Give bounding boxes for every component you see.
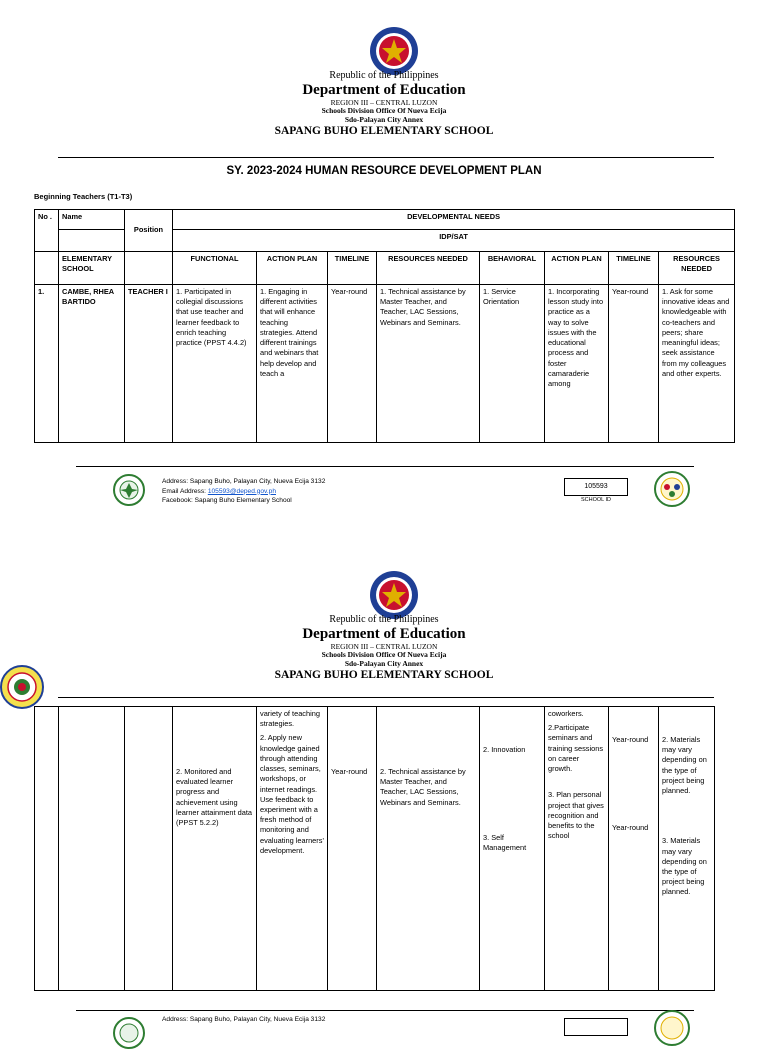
row-resources: 1. Technical assistance by Master Teacher, and Teacher, LAC Sessions, Webinars and Seminars.	[377, 285, 480, 443]
row-no-empty	[35, 707, 59, 991]
header-school: ELEMENTARY SCHOOL	[59, 252, 125, 285]
division-text: Schools Division Office Of Nueva Ecija	[321, 650, 447, 660]
division-text: Schools Division Office Of Nueva Ecija	[321, 106, 447, 116]
row-name: CAMBE, RHEA BARTIDO	[59, 285, 125, 443]
hrdp-table	[34, 209, 735, 443]
header-name: Name	[59, 210, 125, 230]
row-timeline: Year-round	[328, 285, 377, 443]
row-behavioral	[480, 707, 545, 991]
row-resources	[377, 707, 480, 991]
action-plan-item: 2. Apply new knowledge gained through attending classes, seminars, workshops, or internet readings. Use feedback to experiment with a fresh method of monitoring and evaluating learners' development.	[260, 733, 324, 855]
header-resources-1: RESOURCES NEEDED	[377, 252, 480, 285]
annex-text: Sdo-Palayan City Annex	[344, 115, 424, 124]
header-resources-2: RESOURCES NEEDED	[659, 252, 735, 285]
timeline-2-item: Year-round	[612, 823, 649, 833]
school-stamp-icon	[0, 665, 44, 709]
header-action-plan-1: ACTION PLAN	[257, 252, 328, 285]
footer-email-line	[162, 487, 325, 497]
footer-divider	[76, 1010, 694, 1011]
header-position: Position	[125, 210, 173, 252]
header-divider	[58, 697, 714, 698]
department-title: Department of Education	[302, 81, 466, 98]
row-name-empty	[59, 707, 125, 991]
header-timeline-1: TIMELINE	[328, 252, 377, 285]
behavioral-item: 3. Self Management	[483, 833, 527, 853]
row-position-empty	[125, 707, 173, 991]
header-idp-sat: IDP/SAT	[173, 230, 735, 252]
header-action-plan-2: ACTION PLAN	[545, 252, 609, 285]
row-timeline	[328, 707, 377, 991]
republic-text: Republic of the Philippines	[329, 70, 439, 81]
row-functional: 1. Participated in collegial discussions that use teacher and learner feedback to enrich teaching practice (PPST 4.4.2)	[173, 285, 257, 443]
row-timeline-2: Year-round	[609, 285, 659, 443]
division-logo-icon	[113, 474, 145, 506]
row-resources-2: 1. Ask for some innovative ideas and knowledgeable with co-teachers and peers; share meaningful ideas; seek assistance from my colleagues and other experts.	[659, 285, 735, 443]
school-logo-icon	[654, 1010, 690, 1046]
deped-seal-icon	[369, 26, 419, 76]
header-name-spacer	[59, 230, 125, 252]
letterhead	[0, 614, 768, 682]
resources-item: 2. Technical assistance by Master Teacher, and Teacher, LAC Sessions, Webinars and Seminars.	[380, 767, 466, 807]
header-timeline-2: TIMELINE	[609, 252, 659, 285]
header-behavioral: BEHAVIORAL	[480, 252, 545, 285]
document-title: SY. 2023-2024 HUMAN RESOURCE DEVELOPMENT PLAN	[226, 165, 542, 177]
row-action-plan: 1. Engaging in different activities that will enhance teaching strategies. Attend different trainings and webinars that help develop and teach a	[257, 285, 328, 443]
section-label: Beginning Teachers (T1-T3)	[34, 192, 133, 201]
school-id-box: 105593	[564, 478, 628, 496]
header-functional: FUNCTIONAL	[173, 252, 257, 285]
row-timeline-2	[609, 707, 659, 991]
footer-email-label: Email Address:	[162, 487, 206, 495]
footer-address: Address: Sapang Buho, Palayan City, Nueva Ecija 3132	[162, 1016, 326, 1023]
header-divider	[58, 157, 714, 158]
school-name: SAPANG BUHO ELEMENTARY SCHOOL	[274, 668, 494, 681]
page-gap	[0, 520, 768, 552]
functional-item: 2. Monitored and evaluated learner progress and achievement using learner attainment data (PPST 5.2.2)	[176, 767, 253, 828]
header-developmental-needs: DEVELOPMENTAL NEEDS	[173, 210, 735, 230]
school-logo-icon	[654, 471, 690, 507]
row-no: 1.	[35, 285, 59, 443]
document-page-2	[0, 552, 768, 1024]
action-plan-2-item: 2.Participate seminars and training sessions on career growth.	[548, 723, 604, 774]
footer-address: Address: Sapang Buho, Palayan City, Nueva Ecija 3132	[162, 478, 326, 485]
row-functional	[173, 707, 257, 991]
annex-text: Sdo-Palayan City Annex	[344, 659, 424, 668]
resources-2-item: 2. Materials may vary depending on the type of project being planned.	[662, 735, 707, 796]
school-name: SAPANG BUHO ELEMENTARY SCHOOL	[274, 124, 494, 137]
action-plan-2-item: 3. Plan personal project that gives recognition and benefits to the school	[548, 790, 604, 841]
footer-facebook: Facebook: Sapang Buho Elementary School	[162, 497, 292, 505]
school-id-label: SCHOOL ID	[580, 497, 612, 503]
header-no-spacer	[35, 252, 59, 285]
row-action-plan-2: 1. Incorporating lesson study into practice as a way to solve issues with the educational process and foster camaraderie among	[545, 285, 609, 443]
timeline-item: Year-round	[331, 767, 368, 776]
row-action-plan	[257, 707, 328, 991]
footer-contact	[162, 1015, 325, 1025]
hrdp-table-continued	[34, 706, 715, 991]
division-logo-icon	[113, 1017, 145, 1049]
deped-seal-icon	[369, 570, 419, 620]
header-no: No .	[35, 210, 59, 252]
action-plan-2-item: coworkers.	[548, 709, 584, 718]
footer-divider	[76, 466, 694, 467]
header-position-spacer	[125, 252, 173, 285]
footer-contact	[162, 477, 325, 506]
row-action-plan-2	[545, 707, 609, 991]
action-plan-item: variety of teaching strategies.	[260, 709, 320, 729]
timeline-2-item: Year-round	[612, 735, 649, 744]
republic-text: Republic of the Philippines	[329, 614, 439, 625]
resources-2-item: 3. Materials may vary depending on the type of project being planned.	[662, 836, 707, 897]
row-behavioral: 1. Service Orientation	[480, 285, 545, 443]
table-row	[35, 707, 715, 991]
row-position: TEACHER I	[125, 285, 173, 443]
behavioral-item: 2. Innovation	[483, 745, 526, 754]
row-resources-2	[659, 707, 715, 991]
region-text: REGION III – CENTRAL LUZON	[330, 97, 438, 107]
region-text: REGION III – CENTRAL LUZON	[330, 641, 438, 651]
school-id-box	[564, 1018, 628, 1036]
letterhead	[0, 70, 768, 138]
table-row	[35, 285, 735, 443]
department-title: Department of Education	[302, 625, 466, 642]
footer-email-link[interactable]: 105593@deped.gov.ph	[207, 487, 276, 495]
document-page-1	[0, 0, 768, 520]
